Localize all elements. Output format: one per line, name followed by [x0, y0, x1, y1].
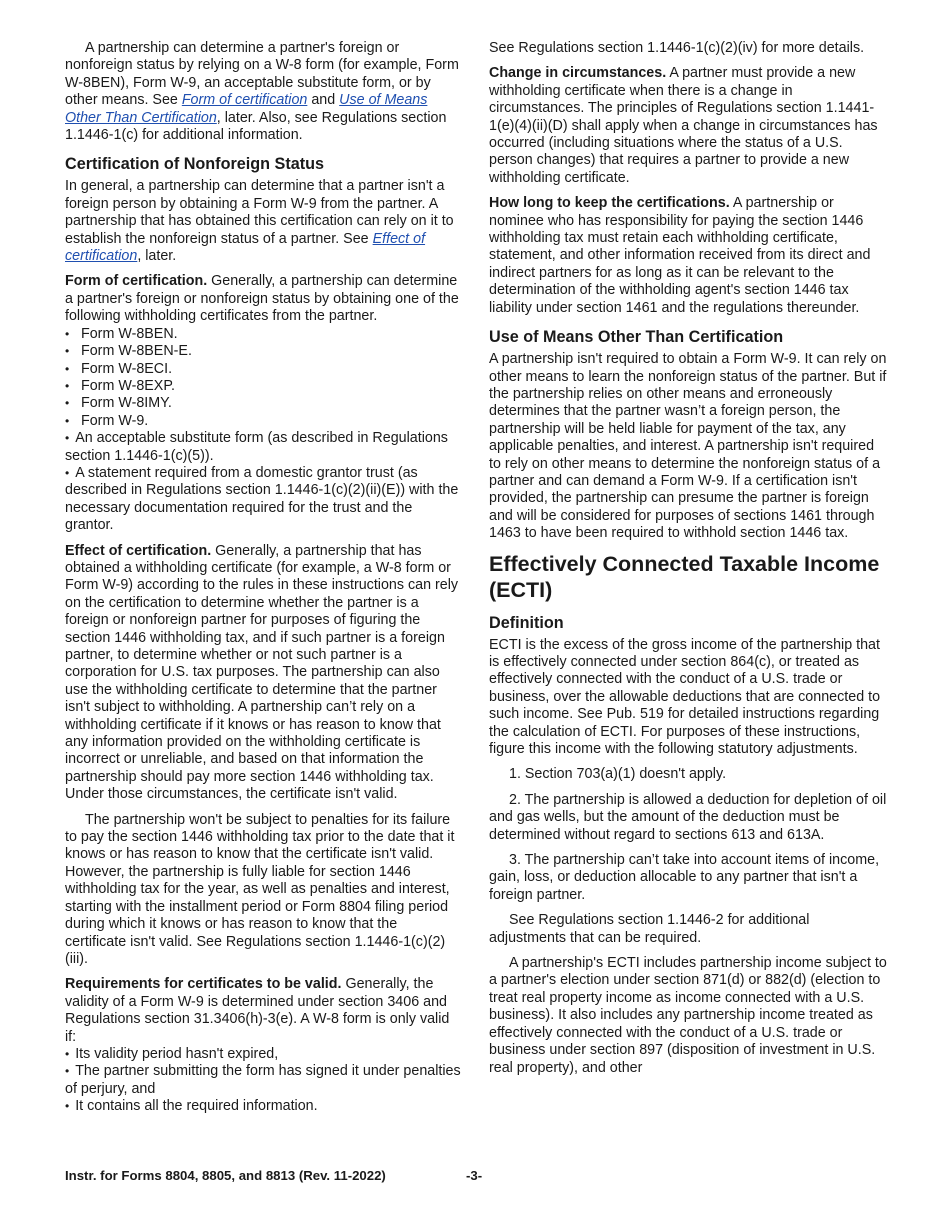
list-item: • Form W-9.	[65, 412, 149, 429]
bullet-icon: •	[65, 1099, 70, 1114]
penalties-paragraph: The partnership won't be subject to penalties for its failure to pay the section 1446 withholding tax prior to the date that it knows or has reason to know that the certificate isn't valid. However, the partnership is fully liable for section 1446 withholding tax for the year, as well as penalties and interest, starting with the installment period or Form 8804 filing period during which it knows or has reason to know that the certificate isn't valid. See Regulations section 1.1446-1(c)(2)(iii).	[65, 811, 455, 967]
intro-paragraph: A partnership can determine a partner's foreign or nonforeign status by relying on a W-8 form (for example, Form W-8BEN), Form W-9, an acceptable substitute form, or by other means. See Form of certification and Use of Means Other Than Certification, later. Also, see Regulations section 1.1446-1(c) for additional information.	[65, 40, 459, 144]
list-item: • Form W-8BEN-E.	[65, 343, 192, 360]
form-list	[65, 326, 461, 535]
form-of-certification-heading: Form of certification.	[65, 273, 208, 290]
validity-list	[65, 1046, 461, 1116]
list-item: • It contains all the required information.	[65, 1098, 318, 1115]
link-effect-of-certification[interactable]: Effect of certification	[65, 230, 426, 265]
heading-ecti: Effectively Connected Taxable Income (ECTI)	[489, 551, 880, 602]
list-item: 1. Section 703(a)(1) doesn't apply.	[509, 766, 727, 783]
list-item: • Form W-8EXP.	[65, 377, 176, 394]
left-column	[65, 40, 461, 1124]
additional-adjustments-paragraph: See Regulations section 1.1446-2 for additional adjustments that can be required.	[489, 912, 810, 946]
link-form-of-certification[interactable]: Form of certification	[181, 92, 308, 109]
link-use-of-means[interactable]: Use of Means Other Than Certification	[65, 92, 428, 126]
see-regulations-paragraph: See Regulations section 1.1446-1(c)(2)(iv) for more details.	[489, 40, 865, 56]
effect-of-certification-heading: Effect of certification.	[65, 542, 212, 559]
bullet-icon: •	[65, 378, 70, 393]
bullet-icon: •	[65, 465, 70, 480]
form-of-certification-paragraph: Form of certification. Generally, a partnership can determine a partner's foreign or nonforeign status by obtaining one of the following withholding certificates from the partner.	[65, 273, 459, 325]
requirements-heading: Requirements for certificates to be valid.	[65, 976, 342, 993]
bullet-icon: •	[65, 431, 70, 446]
list-item: 3. The partnership can’t take into account items of income, gain, loss, or deduction allocable to any partner that isn't a foreign partner.	[489, 852, 880, 903]
nonforeign-paragraph: In general, a partnership can determine that a partner isn't a foreign person by obtaining a Form W-9 from the partner. A partnership that has obtained this certification can rely on it to establish the nonforeign status of a partner. See Effect of certification, later.	[65, 178, 454, 265]
change-in-circumstances-paragraph: Change in circumstances. A partner must provide a new withholding certificate when there is a change in circumstances. The principles of Regulations section 1.1441-1(e)(4)(ii)(D) shall apply when a change in circumstances has occurred (including situations where the status of a U.S. person changes) that requires a partner to provide a new withholding certificate.	[489, 65, 878, 186]
bullet-icon: •	[65, 396, 70, 411]
requirements-paragraph: Requirements for certificates to be valid. Generally, the validity of a Form W-9 is determined under section 3406 and Regulations section 31.3406(h)-3(e). A W-8 form is only valid if:	[65, 976, 450, 1045]
footer-title: Instr. for Forms 8804, 8805, and 8813 (Rev. 11-2022)	[65, 1168, 386, 1183]
right-column	[489, 40, 887, 1085]
heading-use-of-means: Use of Means Other Than Certification	[489, 328, 784, 347]
bullet-icon: •	[65, 326, 70, 341]
use-of-means-paragraph: A partnership isn't required to obtain a Form W-9. It can rely on other means to learn the nonforeign status of the partner. But if the partnership relies on other means and erroneously determines that the partner wasn’t a foreign person, the partnership will be held liable for payment of the tax, any applicable penalties, and interest. A partnership isn't required to rely on other means to determine the nonforeign status of a partner and can demand a Form W-9. If a certification isn't provided, the partnership can presume the partner is foreign and will be considered for purposes of sections 1461 through 1463 to have been required to withhold section 1446 tax.	[489, 351, 887, 542]
bullet-icon: •	[65, 1046, 70, 1061]
bullet-icon: •	[65, 1064, 70, 1079]
list-item: • An acceptable substitute form (as described in Regulations section 1.1446-1(c)(5)).	[65, 430, 448, 464]
list-item: • Form W-8IMY.	[65, 395, 172, 412]
definition-paragraph: ECTI is the excess of the gross income of the partnership that is effectively connected under section 864(c), or treated as effectively connected with the conduct of a U.S. trade or business, over the allowable deductions that are connected to such income. See Pub. 519 for detailed instructions regarding the calculation of ECTI. For purposes of these instructions, figure this income with the following statutory adjustments.	[489, 636, 881, 757]
list-item: • Its validity period hasn't expired,	[65, 1045, 279, 1062]
bullet-icon: •	[65, 413, 70, 428]
effect-of-certification-paragraph: Effect of certification. Generally, a partnership that has obtained a withholding certificate (for example, a W-8 form or Form W-9) according to the rules in these instructions can rely on the certification to determine whether the partner is a foreign or nonforeign partner for purposes of figuring the section 1446 withholding tax, and if such partner is a foreign partner, to determine whether or not such partner is a corporation for U.S. tax purposes. The partnership can also use the withholding certificate to determine that the partner isn't subject to withholding. A partnership can’t rely on a withholding certificate if it knows or has reason to know that any information provided on the withholding certificate is incorrect or unreliable, and based on that information the partnership should pay more section 1446 withholding tax. Under those circumstances, the certificate isn't valid.	[65, 542, 459, 803]
list-item: 2. The partnership is allowed a deduction for depletion of oil and gas wells, but the amount of the deduction must be determined without regard to sections 613 and 613A.	[489, 791, 887, 843]
bullet-icon: •	[65, 361, 70, 376]
list-item: • A statement required from a domestic grantor trust (as described in Regulations section 1.1446-1(c)(2)(ii)(E)) with the necessary documentation required for the trust and the grantor.	[65, 464, 459, 534]
page-footer	[65, 1168, 885, 1183]
heading-certification-nonforeign: Certification of Nonforeign Status	[65, 155, 324, 174]
how-long-to-keep-heading: How long to keep the certifications.	[489, 195, 730, 212]
ecti-includes-paragraph: A partnership's ECTI includes partnership income subject to a partner's election under section 871(d) or 882(d) (election to treat real property income as income connected with a U.S. business). It also includes any partnership income treated as effectively connected with the conduct of a U.S. trade or business under section 897 (disposition of investment in U.S. real property), and other	[489, 955, 887, 1076]
list-item: • Form W-8BEN.	[65, 325, 178, 342]
adjustments-list	[489, 766, 887, 904]
bullet-icon: •	[65, 344, 70, 359]
page-number: -3-	[466, 1168, 483, 1183]
how-long-to-keep-paragraph: How long to keep the certifications. A partnership or nominee who has responsibility for paying the section 1446 withholding tax must retain each withholding certificate, statement, and other information received from its direct and indirect partners for as long as it can be relevant to the determination of the withholding agent's section 1446 tax liability under section 1461 and the regulations thereunder.	[489, 195, 871, 316]
list-item: • Form W-8ECI.	[65, 360, 173, 377]
change-in-circumstances-heading: Change in circumstances.	[489, 65, 667, 82]
list-item: • The partner submitting the form has signed it under penalties of perjury, and	[65, 1063, 461, 1097]
heading-definition: Definition	[489, 613, 564, 632]
